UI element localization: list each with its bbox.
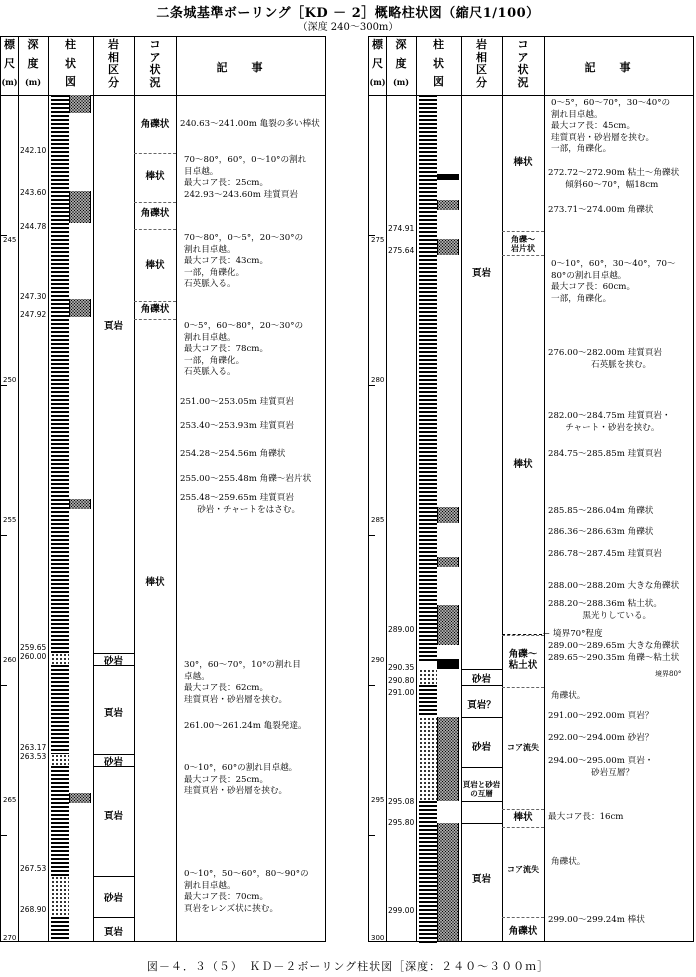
note: 286.36～286.63m 角礫状 <box>548 527 654 537</box>
arrow-icon: ← <box>543 629 550 638</box>
breccia-zone <box>69 299 91 317</box>
breccia-zone <box>69 191 91 223</box>
shale-column <box>419 801 437 943</box>
depth-label: 247.92 <box>20 310 47 319</box>
note: 0～10°，60°の割れ目卓越。 最大コア長：25cm。 珪質頁岩・砂岩層を挟む。 <box>184 763 298 796</box>
note: 最大コア長：16cm <box>548 812 624 822</box>
note: 294.00～295.00m 頁岩・ 砂岩互層？ <box>548 756 654 778</box>
shale-column <box>51 766 69 876</box>
sandstone-layer <box>51 653 69 665</box>
scale-label: 300 <box>371 934 385 942</box>
depth-label: 289.00 <box>388 625 415 634</box>
breccia-zone <box>437 557 459 567</box>
note: 角礫状。 <box>551 857 586 867</box>
note: 288.00～288.20m 大きな角礫状 <box>548 581 680 591</box>
header-core: コ ア 状 況 <box>517 38 529 89</box>
note: 286.78～287.45m 珪質頁岩 <box>548 549 662 559</box>
note: 70～80°，60°，0～10°の割れ 目卓越。 最大コア長：25cm。 242.93～243.60m 珪質頁岩 <box>184 155 307 200</box>
scale-label: 245 <box>3 236 17 244</box>
core-rod: 棒状 <box>145 171 165 182</box>
note: 255.48～259.65m 珪質頁岩 砂岩・チャートをはさむ。 <box>180 493 301 515</box>
sandstone-layer <box>51 876 69 917</box>
breccia-zone <box>437 200 459 210</box>
core-breccia-clay: 角礫～ 粘土状 <box>508 649 538 671</box>
scale-label: 290 <box>371 656 385 664</box>
header-scale: 標 尺 (m) <box>1 38 18 87</box>
clay-band <box>437 659 459 669</box>
note: 273.71～274.00m 角礫状 <box>548 205 654 215</box>
note: 291.00～292.00m 頁岩？ <box>548 711 654 721</box>
figure-title: 二条城基準ボーリング［KD － 2］概略柱状図（縮尺1/100） <box>156 6 540 21</box>
header-lithology: 岩 相 区 分 <box>476 38 487 89</box>
note: 272.72～272.90m 粘土～角礫状 傾斜60～70°，幅18cm <box>548 168 680 190</box>
header-core: コ ア 状 況 <box>149 38 161 89</box>
core-rod: 棒状 <box>145 260 165 271</box>
breccia-zone <box>437 717 459 801</box>
header-depth: 深 度 (m) <box>24 38 42 87</box>
lithology-shale: 頁岩 <box>103 321 123 332</box>
scale-label: 255 <box>3 516 17 524</box>
lithology-sandstone: 砂岩 <box>471 674 491 685</box>
scale-label: 265 <box>3 796 17 804</box>
core-lost: コア流失 <box>507 742 539 752</box>
note: 292.00～294.00m 砂岩？ <box>548 733 654 743</box>
core-breccia: 角礫状 <box>140 119 170 130</box>
sandstone-layer <box>419 717 437 801</box>
depth-label: 247.30 <box>20 292 47 301</box>
note: 282.00～284.75m 珪質頁岩・ チャート・砂岩を挟む。 <box>548 411 671 433</box>
note-boundary: 境界70°程度 <box>553 629 603 639</box>
core-rod: 棒状 <box>513 812 533 823</box>
note: 253.40～253.93m 珪質頁岩 <box>180 421 294 431</box>
breccia-zone <box>437 605 459 625</box>
note: 261.00～261.24m 亀裂発達。 <box>184 721 307 731</box>
depth-label: 243.60 <box>20 188 47 197</box>
note: 255.00～255.48m 角礫～岩片状 <box>180 474 312 484</box>
note: 289.65～290.35m 角礫～粘土状 <box>548 653 680 663</box>
depth-label: 259.65 <box>20 643 47 652</box>
figure-subtitle: （深度 240～300m） <box>297 22 399 33</box>
scale-label: 280 <box>371 376 385 384</box>
note: 285.85～286.04m 角礫状 <box>548 506 654 516</box>
note: 30°，60～70°，10°の割れ目 卓越。 最大コア長：62cm。 珪質頁岩・砂岩層を挟む。 <box>184 660 301 705</box>
note: 288.20～288.36m 粘土状。 黒光りしている。 <box>548 599 662 621</box>
breccia-zone <box>437 239 459 255</box>
lithology-sandstone: 砂岩 <box>103 656 123 667</box>
core-rod: 棒状 <box>513 157 533 168</box>
clay-band <box>437 174 459 180</box>
depth-label: 267.53 <box>20 864 47 873</box>
breccia-zone <box>437 823 459 941</box>
note: 0～5°，60～70°，30～40°の 割れ目卓越。 最大コア長：45cm。 珪質頁岩・砂岩層を挟む。 一部，角礫化。 <box>551 98 671 154</box>
header-column: 柱 状 図 <box>433 38 444 88</box>
lithology-sandstone: 砂岩 <box>103 757 123 768</box>
lithology-shale: 頁岩 <box>103 811 123 822</box>
depth-label: 263.17 <box>20 743 47 752</box>
depth-label: 263.53 <box>20 752 47 761</box>
depth-label: 295.80 <box>388 818 415 827</box>
note-boundary: 境界80° <box>655 670 682 678</box>
core-breccia: 角礫状 <box>140 304 170 315</box>
depth-label: 299.00 <box>388 906 415 915</box>
shale-column <box>419 685 437 717</box>
depth-label: 268.90 <box>20 905 47 914</box>
header-notes: 記事 <box>216 61 287 74</box>
note: 251.00～253.05m 珪質頁岩 <box>180 397 294 407</box>
note: 角礫状。 <box>551 691 586 701</box>
depth-label: 242.10 <box>20 146 47 155</box>
note: 299.00～299.24m 棒状 <box>548 915 645 925</box>
scale-label: 250 <box>3 376 17 384</box>
header-scale: 標 尺 (m) <box>369 38 386 87</box>
note: 276.00～282.00m 珪質頁岩 石英脈を挟む。 <box>548 348 662 370</box>
breccia-zone <box>69 499 91 509</box>
note: 289.00～289.65m 大きな角礫状 <box>548 641 680 651</box>
core-breccia-fragment: 角礫～ 岩片状 <box>511 234 535 253</box>
note: 240.63～241.00m 亀裂の多い棒状 <box>180 119 320 129</box>
core-lost: コア流失 <box>507 864 539 874</box>
lithology-shale: 頁岩 <box>471 874 491 885</box>
note: 0～10°，50～60°，80～90°の 割れ目卓越。 最大コア長：70cm。 頁岩をレンズ状に挟む。 <box>184 869 309 914</box>
shale-column <box>51 665 69 754</box>
breccia-zone <box>69 793 91 803</box>
note: 70～80°，0～5°，20～30°の 割れ目卓越。 最大コア長：43cm。 一部，角礫化。 石英脈入る。 <box>184 233 304 289</box>
right-log-panel <box>368 36 694 942</box>
header-column: 柱 状 図 <box>65 38 76 88</box>
lithology-alternation: 頁岩と砂岩 の互層 <box>462 780 501 798</box>
depth-label: 290.35 <box>388 663 415 672</box>
lithology-sandstone: 砂岩 <box>103 893 123 904</box>
lithology-sandstone: 砂岩 <box>471 742 491 753</box>
core-rod: 棒状 <box>145 577 165 588</box>
shale-column <box>51 917 69 942</box>
note: 0～10°，60°，30～40°，70～ 80°の割れ目卓越。 最大コア長：60cm。 一部，角礫化。 <box>551 259 676 304</box>
note: 284.75～285.85m 珪質頁岩 <box>548 449 662 459</box>
breccia-zone <box>69 95 91 113</box>
breccia-zone <box>437 507 459 523</box>
scale-label: 275 <box>371 236 385 244</box>
depth-label: 274.91 <box>388 224 415 233</box>
note: 254.28～254.56m 角礫状 <box>180 449 286 459</box>
scale-label: 270 <box>3 934 17 942</box>
lithology-shale: 頁岩 <box>103 708 123 719</box>
depth-label: 275.64 <box>388 246 415 255</box>
core-rod: 棒状 <box>513 459 533 470</box>
lithology-shale: 頁岩 <box>471 268 491 279</box>
breccia-zone <box>437 625 459 645</box>
lithology-shale: 頁岩 <box>103 927 123 938</box>
shale-column <box>419 95 437 663</box>
sandstone-layer <box>419 669 437 685</box>
figure-caption: 図－４．３（５） ＫＤ－２ボーリング柱状図［深度：２４０～３００ｍ］ <box>146 960 550 973</box>
shale-column <box>51 95 69 653</box>
core-breccia: 角礫状 <box>508 926 538 937</box>
scale-label: 260 <box>3 656 17 664</box>
note: 0～5°，60～80°，20～30°の 割れ目卓越。 最大コア長：78cm。 一部，角礫化。 石英脈入る。 <box>184 321 304 377</box>
header-lithology: 岩 相 区 分 <box>108 38 119 89</box>
depth-label: 291.00 <box>388 688 415 697</box>
left-log-panel <box>0 36 326 942</box>
depth-label: 244.78 <box>20 222 47 231</box>
scale-label: 295 <box>371 796 385 804</box>
header-depth: 深 度 (m) <box>392 38 410 87</box>
core-breccia: 角礫状 <box>140 208 170 219</box>
depth-label: 260.00 <box>20 652 47 661</box>
depth-label: 290.80 <box>388 676 415 685</box>
lithology-shale-uncertain: 頁岩？ <box>467 700 496 711</box>
scale-label: 285 <box>371 516 385 524</box>
depth-label: 295.08 <box>388 797 415 806</box>
header-notes: 記事 <box>584 61 655 74</box>
sandstone-layer <box>51 754 69 766</box>
